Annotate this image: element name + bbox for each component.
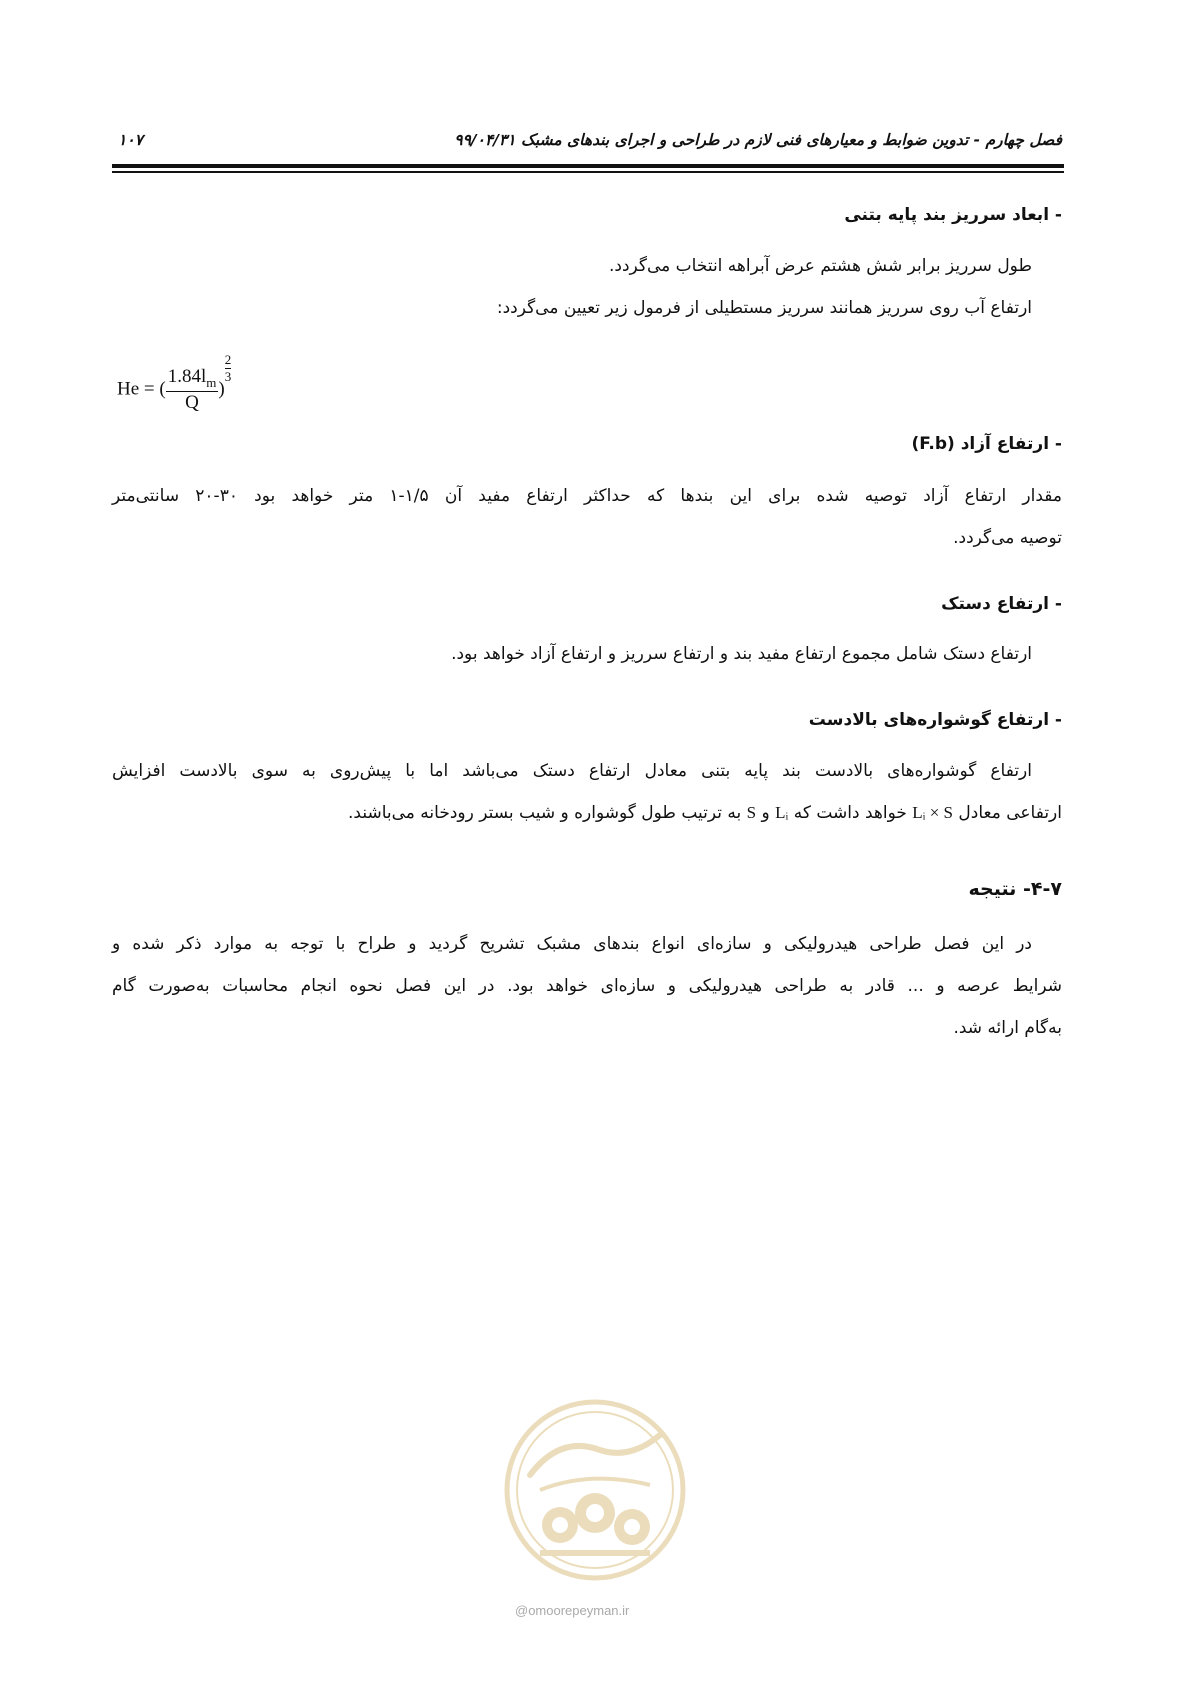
- heading-abutment-height: - ارتفاع دستک: [941, 594, 1062, 614]
- exponent-numerator: 2: [224, 352, 232, 367]
- page-number: ۱۰۷: [118, 131, 143, 149]
- exponent-denominator: 3: [224, 369, 232, 384]
- formula-rparen: ): [218, 378, 225, 400]
- header-rule-thin: [112, 171, 1064, 173]
- paragraph-line: مقدار ارتفاع آزاد توصیه شده برای این بندها که حداکثر ارتفاع مفید آن ۱/۵-۱ متر خواهد بود ۳۰-۲۰ سانتی‌متر: [112, 486, 1062, 506]
- paragraph-line: در این فصل طراحی هیدرولیکی و سازه‌ای انواع بندهای مشبک تشریح گردید و طراح با توجه به موارد ذکر شده و: [112, 934, 1032, 954]
- paragraph-line: ارتفاع گوشواره‌های بالادست بند پایه بتنی معادل ارتفاع دستک می‌باشد اما با پیش‌روی به سوی بالادست افزایش: [112, 761, 1032, 781]
- watermark-url: @omoorepeyman.ir: [515, 1603, 630, 1618]
- section-heading-conclusion: ۴-۷- نتیجه: [968, 878, 1062, 900]
- formula-fraction: [166, 366, 219, 414]
- text-run: ارتفاعی معادل: [958, 803, 1062, 823]
- heading-upstream-wingwalls: - ارتفاع گوشواره‌های بالادست: [808, 710, 1062, 730]
- paragraph-line: به‌گام ارائه شد.: [953, 1018, 1062, 1038]
- formula-numerator: 1.84l: [167, 366, 207, 387]
- watermark-logo: [500, 1395, 690, 1585]
- inline-symbol: Lᵢ: [775, 803, 789, 822]
- paragraph-line: ارتفاع دستک شامل مجموع ارتفاع مفید بند و ارتفاع سرریز و ارتفاع آزاد خواهد بود.: [451, 644, 1032, 664]
- formula-denominator: Q: [185, 391, 199, 413]
- text-run: و: [761, 803, 770, 823]
- running-header-title: فصل چهارم - تدوین ضوابط و معیارهای فنی لازم در طراحی و اجرای بندهای مشبک ۹۹/۰۴/۳۱: [454, 131, 1062, 149]
- paragraph-line: طول سرریز برابر شش هشتم عرض آبراهه انتخاب می‌گردد.: [608, 256, 1032, 276]
- header-rule-thick: [112, 164, 1064, 168]
- heading-freeboard: - ارتفاع آزاد (F.b): [911, 434, 1062, 454]
- paragraph-line: ارتفاع آب روی سرریز همانند سرریز مستطیلی از فرمول زیر تعیین می‌گردد:: [496, 298, 1032, 318]
- inline-symbol: S: [746, 803, 757, 822]
- paragraph-line: توصیه می‌گردد.: [953, 528, 1062, 548]
- formula-numerator-sub: m: [206, 374, 217, 390]
- formula-exponent: [225, 352, 232, 385]
- spillway-head-formula: [117, 352, 232, 414]
- paragraph-line: شرایط عرصه و ... قادر به طراحی هیدرولیکی و سازه‌ای خواهد بود. در این فصل نحوه انجام محاسبات به‌صورت گام: [112, 976, 1062, 996]
- text-run: خواهد داشت که: [793, 803, 907, 823]
- heading-spillway-dimensions: - ابعاد سرریز بند پایه بتنی: [844, 205, 1062, 225]
- formula-lhs: He = (: [117, 378, 166, 400]
- inline-formula: Lᵢ × S: [912, 803, 954, 822]
- text-run: به ترتیب طول گوشواره و شیب بستر رودخانه می‌باشند.: [348, 803, 742, 823]
- paragraph-line-with-formula: [348, 795, 1062, 831]
